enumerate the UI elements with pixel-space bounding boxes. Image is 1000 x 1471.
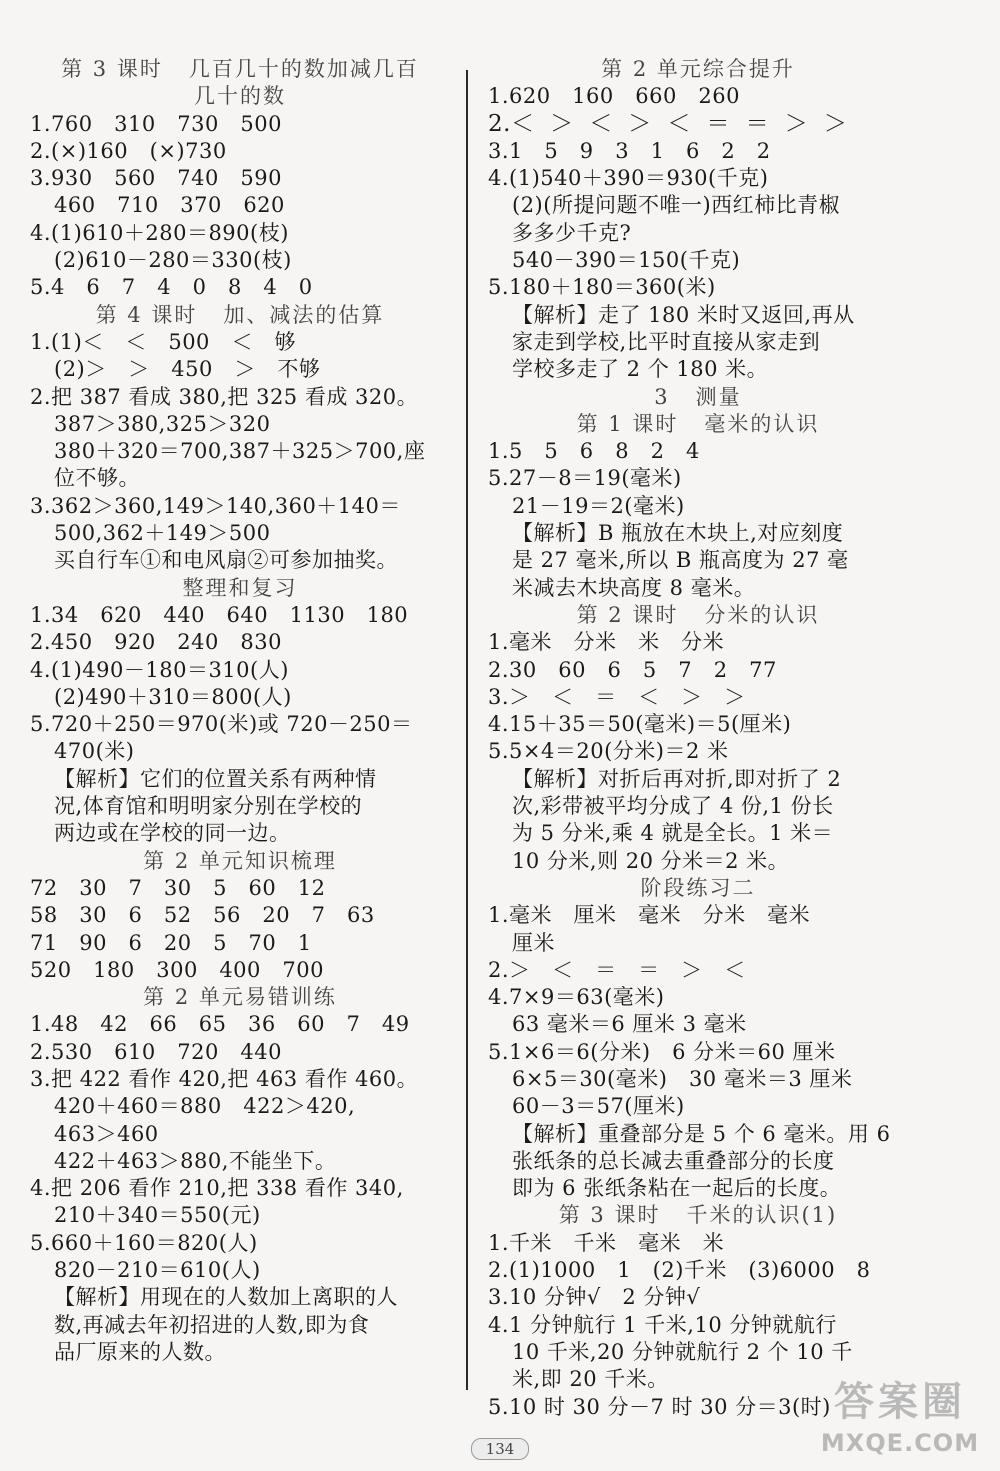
answer-line: 1.千米 千米 毫米 米 (488, 1230, 725, 1255)
answer-line: 厘米 (512, 930, 555, 955)
answer-line: 4.15＋35＝50(毫米)＝5(厘米) (488, 712, 792, 737)
answer-line: 品厂原来的人数。 (54, 1339, 226, 1364)
section-heading: 第 3 课时 几百几十的数加减几百 (61, 57, 419, 81)
answer-line: 【解析】走了 180 米时又返回,再从 (512, 302, 855, 327)
answer-line: (2)610－280＝330(枝) (54, 248, 292, 273)
answer-line: 多多少千克? (512, 220, 632, 245)
section-heading: 第 2 课时 分米的认识 (576, 602, 820, 627)
answer-line: 次,彩带被平均分成了 4 份,1 份长 (512, 794, 834, 819)
section-heading: 第 3 课时 千米的认识(1) (558, 1203, 838, 1228)
answer-line: 820－210＝610(人) (54, 1258, 261, 1283)
answer-line: 5.4 6 7 4 0 8 4 0 (30, 275, 313, 300)
answer-line: 4.(1)610＋280＝890(枝) (30, 220, 289, 245)
answer-line: 1.34 620 440 640 1130 180 (30, 602, 409, 627)
answer-line: 张纸条的总长减去重叠部分的长度 (512, 1148, 835, 1173)
column-divider (466, 70, 468, 1390)
section-heading: 阶段练习二 (640, 875, 756, 900)
answer-line: 5.10 时 30 分－7 时 30 分＝3(时) (488, 1394, 831, 1419)
answer-line: 470(米) (54, 739, 135, 764)
answer-line: 5.660＋160＝820(人) (30, 1230, 258, 1255)
answer-line: 3.＞ ＜ ＝ ＜ ＞ ＞ (488, 684, 746, 709)
answer-line: 学校多走了 2 个 180 米。 (512, 357, 769, 382)
answer-line: 1.毫米 厘米 毫米 分米 毫米 (488, 903, 811, 928)
answer-line: 2.(×)160 (×)730 (30, 138, 227, 163)
answer-line: 2.530 610 720 440 (30, 1039, 282, 1064)
answer-line: 2.把 387 看成 380,把 325 看成 320。 (30, 384, 419, 409)
answer-line: 1.620 160 660 260 (488, 84, 740, 109)
section-heading: 第 2 单元易错训练 (143, 985, 337, 1010)
answer-line: 387＞380,325＞320 (54, 411, 271, 436)
answer-line: 500,362＋149＞500 (54, 521, 271, 546)
answer-line: 5.180＋180＝360(米) (488, 275, 716, 300)
answer-line: 1.48 42 66 65 36 60 7 49 (30, 1012, 410, 1037)
answer-line: 422＋463＞880,不能坐下。 (54, 1148, 337, 1173)
answer-line: 540－390＝150(千克) (512, 248, 741, 273)
section-heading: 第 1 课时 毫米的认识 (576, 411, 820, 436)
answer-line: 2.450 920 240 830 (30, 630, 282, 655)
answer-line: 5.5×4＝20(分米)＝2 米 (488, 739, 729, 764)
answer-line: 4.7×9＝63(毫米) (488, 985, 665, 1010)
answer-line: 【解析】用现在的人数加上离职的人 (54, 1285, 398, 1310)
answer-line: 10 分米,则 20 分米＝2 米。 (512, 848, 790, 873)
answer-line: 6×5＝30(毫米) 30 毫米＝3 厘米 (512, 1066, 853, 1091)
answer-line: 即为 6 张纸条粘在一起后的长度。 (512, 1176, 842, 1201)
answer-line: 60－3＝57(厘米) (512, 1094, 685, 1119)
section-heading: 几十的数 (194, 84, 286, 109)
answer-line: 1.毫米 分米 米 分米 (488, 630, 725, 655)
answer-line: 3.10 分钟√ 2 分钟√ (488, 1285, 701, 1310)
answer-line: 为 5 分米,乘 4 就是全长。1 米＝ (512, 821, 834, 846)
answer-line: 【解析】对折后再对折,即对折了 2 (512, 766, 842, 791)
left-column (30, 56, 450, 1366)
answer-line: 4.把 206 看作 210,把 338 看作 340, (30, 1176, 404, 1201)
answer-line: 5.27－8＝19(毫米) (488, 466, 682, 491)
answer-line: 460 710 370 620 (54, 193, 285, 218)
page-number: 134 (471, 1438, 530, 1460)
answer-line: 5.720＋250＝970(米)或 720－250＝ (30, 712, 413, 737)
answer-line: 况,体育馆和明明家分别在学校的 (54, 794, 363, 819)
section-heading: 第 4 课时 加、减法的估算 (95, 302, 385, 327)
answer-line: 1.5 5 6 8 2 4 (488, 439, 700, 464)
answer-line: 两边或在学校的同一边。 (54, 821, 291, 846)
answer-line: 2.30 60 6 5 7 2 77 (488, 657, 777, 682)
answer-line: 72 30 7 30 5 60 12 (30, 875, 326, 900)
watermark-logo (820, 1376, 980, 1466)
answer-line: 米,即 20 千米。 (512, 1367, 669, 1392)
section-heading: 第 2 单元综合提升 (601, 57, 795, 81)
answer-line: 63 毫米＝6 厘米 3 毫米 (512, 1012, 747, 1037)
answer-line: 【解析】B 瓶放在木块上,对应刻度 (512, 521, 844, 546)
watermark-text-en: MXQE.COM (820, 1429, 980, 1457)
answer-line: 米减去木块高度 8 毫米。 (512, 575, 756, 600)
section-heading: 整理和复习 (182, 575, 298, 600)
answer-line: 1.760 310 730 500 (30, 111, 282, 136)
answer-line: 位不够。 (54, 466, 140, 491)
answer-line: 3.930 560 740 590 (30, 166, 282, 191)
answer-line: 380＋320＝700,387＋325＞700,座 (54, 439, 426, 464)
answer-line: (2)＞ ＞ 450 ＞ 不够 (54, 357, 321, 382)
answer-line: 58 30 6 52 56 20 7 63 (30, 903, 375, 928)
answer-line: 3.362＞360,149＞140,360＋140＝ (30, 493, 401, 518)
answer-line: 【解析】重叠部分是 5 个 6 毫米。用 6 (512, 1121, 891, 1146)
answer-line: 2.(1)1000 1 (2)千米 (3)6000 8 (488, 1258, 871, 1283)
answer-line: 21－19＝2(毫米) (512, 493, 685, 518)
answer-line: 3.1 5 9 3 1 6 2 2 (488, 138, 771, 163)
answer-line: 1.(1)＜ ＜ 500 ＜ 够 (30, 329, 296, 354)
answer-line: 10 千米,20 分钟就航行 2 个 10 千 (512, 1339, 853, 1364)
answer-line: 5.1×6＝6(分米) 6 分米＝60 厘米 (488, 1039, 836, 1064)
answer-line: 210＋340＝550(元) (54, 1203, 261, 1228)
answer-line: 463＞460 (54, 1121, 159, 1146)
section-heading: 3 测量 (654, 384, 742, 409)
section-heading: 第 2 单元知识梳理 (143, 848, 337, 873)
answer-line: 2.＜ ＞ ＜ ＞ ＜ ＝ ＝ ＞ ＞ (488, 110, 848, 137)
watermark-text-cn: 答案圈 (834, 1379, 966, 1425)
answer-line: 420＋460＝880 422＞420, (54, 1094, 356, 1119)
answer-line: 4.1 分钟航行 1 千米,10 分钟就航行 (488, 1312, 837, 1337)
answer-line: 3.把 422 看作 420,把 463 看作 460。 (30, 1066, 419, 1091)
answer-line: 4.(1)490－180＝310(人) (30, 657, 289, 682)
answer-line: 71 90 6 20 5 70 1 (30, 930, 312, 955)
answer-line: (2)(所提问题不唯一)西红柿比青椒 (512, 193, 841, 218)
answer-line: 是 27 毫米,所以 B 瓶高度为 27 毫 (512, 548, 849, 573)
answer-line: 4.(1)540＋390＝930(千克) (488, 166, 769, 191)
answer-line: 【解析】它们的位置关系有两种情 (54, 766, 377, 791)
right-column (488, 56, 908, 1421)
answer-line: 520 180 300 400 700 (30, 957, 325, 982)
answer-line: 家走到学校,比平时直接从家走到 (512, 329, 821, 354)
answer-line: 数,再减去年初招进的人数,即为食 (54, 1312, 370, 1337)
answer-line: 2.＞ ＜ ＝ ＝ ＞ ＜ (488, 957, 746, 982)
answer-line: 买自行车①和电风扇②可参加抽奖。 (54, 548, 398, 573)
answer-line: (2)490＋310＝800(人) (54, 684, 292, 709)
